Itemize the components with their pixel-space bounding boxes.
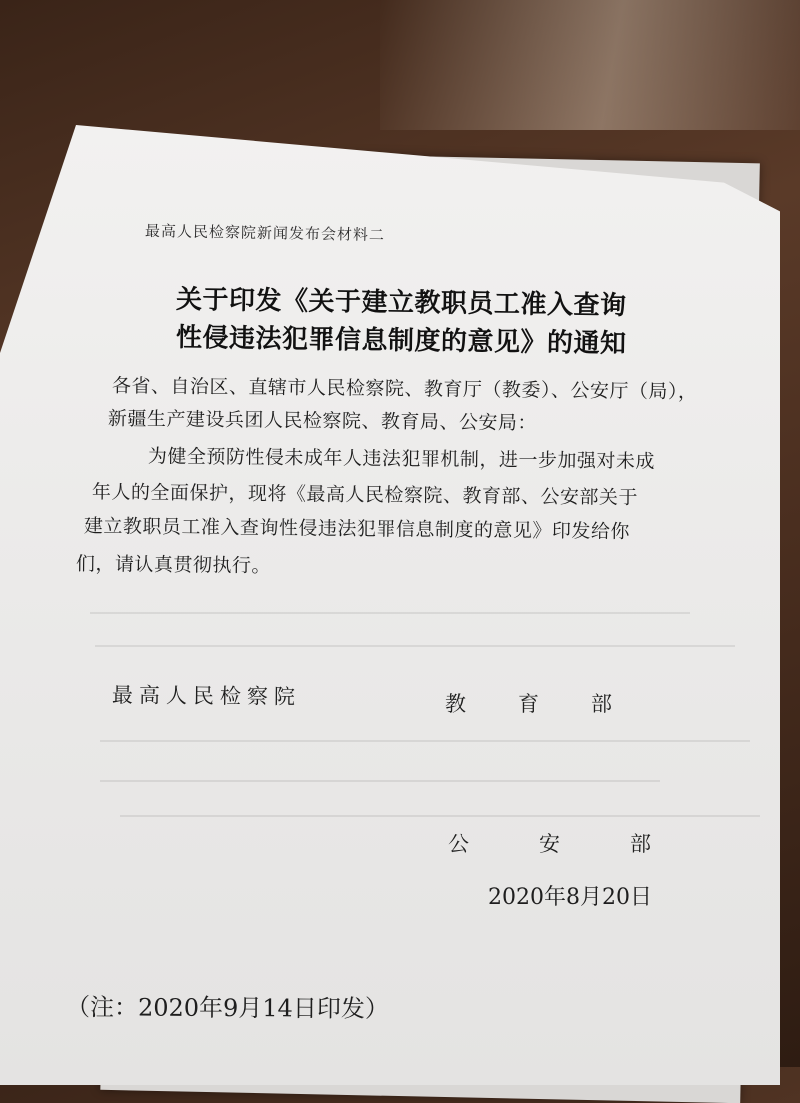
table-background: [380, 0, 800, 130]
signatory-mps: 公安部: [448, 832, 721, 856]
print-note: （注：2020年9月14日印发）: [65, 993, 389, 1023]
body-line-4: 们，请认真贯彻执行。: [75, 552, 272, 578]
body-line-2: 年人的全面保护，现将《最高人民检察院、教育部、公安部关于: [91, 481, 639, 509]
signatory-spp: 最高人民检察院: [111, 683, 302, 709]
bleed-through-line: [100, 740, 750, 742]
addressee-line-1: 各省、自治区、直辖市人民检察院、教育厅（教委）、公安厅（局），: [111, 374, 698, 404]
issue-date: 2020年8月20日: [488, 885, 652, 910]
body-line-1: 为健全预防性侵未成年人违法犯罪机制，进一步加强对未成: [147, 445, 656, 473]
body-line-3: 建立教职员工准入查询性侵违法犯罪信息制度的意见》印发给你: [83, 515, 631, 543]
addressee-line-2: 新疆生产建设兵团人民检察院、教育局、公安局：: [107, 407, 538, 435]
bleed-through-line: [90, 612, 690, 614]
bleed-through-line: [120, 815, 760, 817]
document-page: [0, 125, 780, 1085]
bleed-through-line: [95, 645, 735, 647]
signatory-moe: 教育部: [445, 692, 664, 716]
bleed-through-line: [100, 780, 660, 782]
document-header: 最高人民检察院新闻发布会材料二: [144, 221, 386, 245]
document-title-line-2: 性侵违法犯罪信息制度的意见》的通知: [175, 322, 627, 360]
document-title-line-1: 关于印发《关于建立教职员工准入查询: [175, 284, 627, 322]
